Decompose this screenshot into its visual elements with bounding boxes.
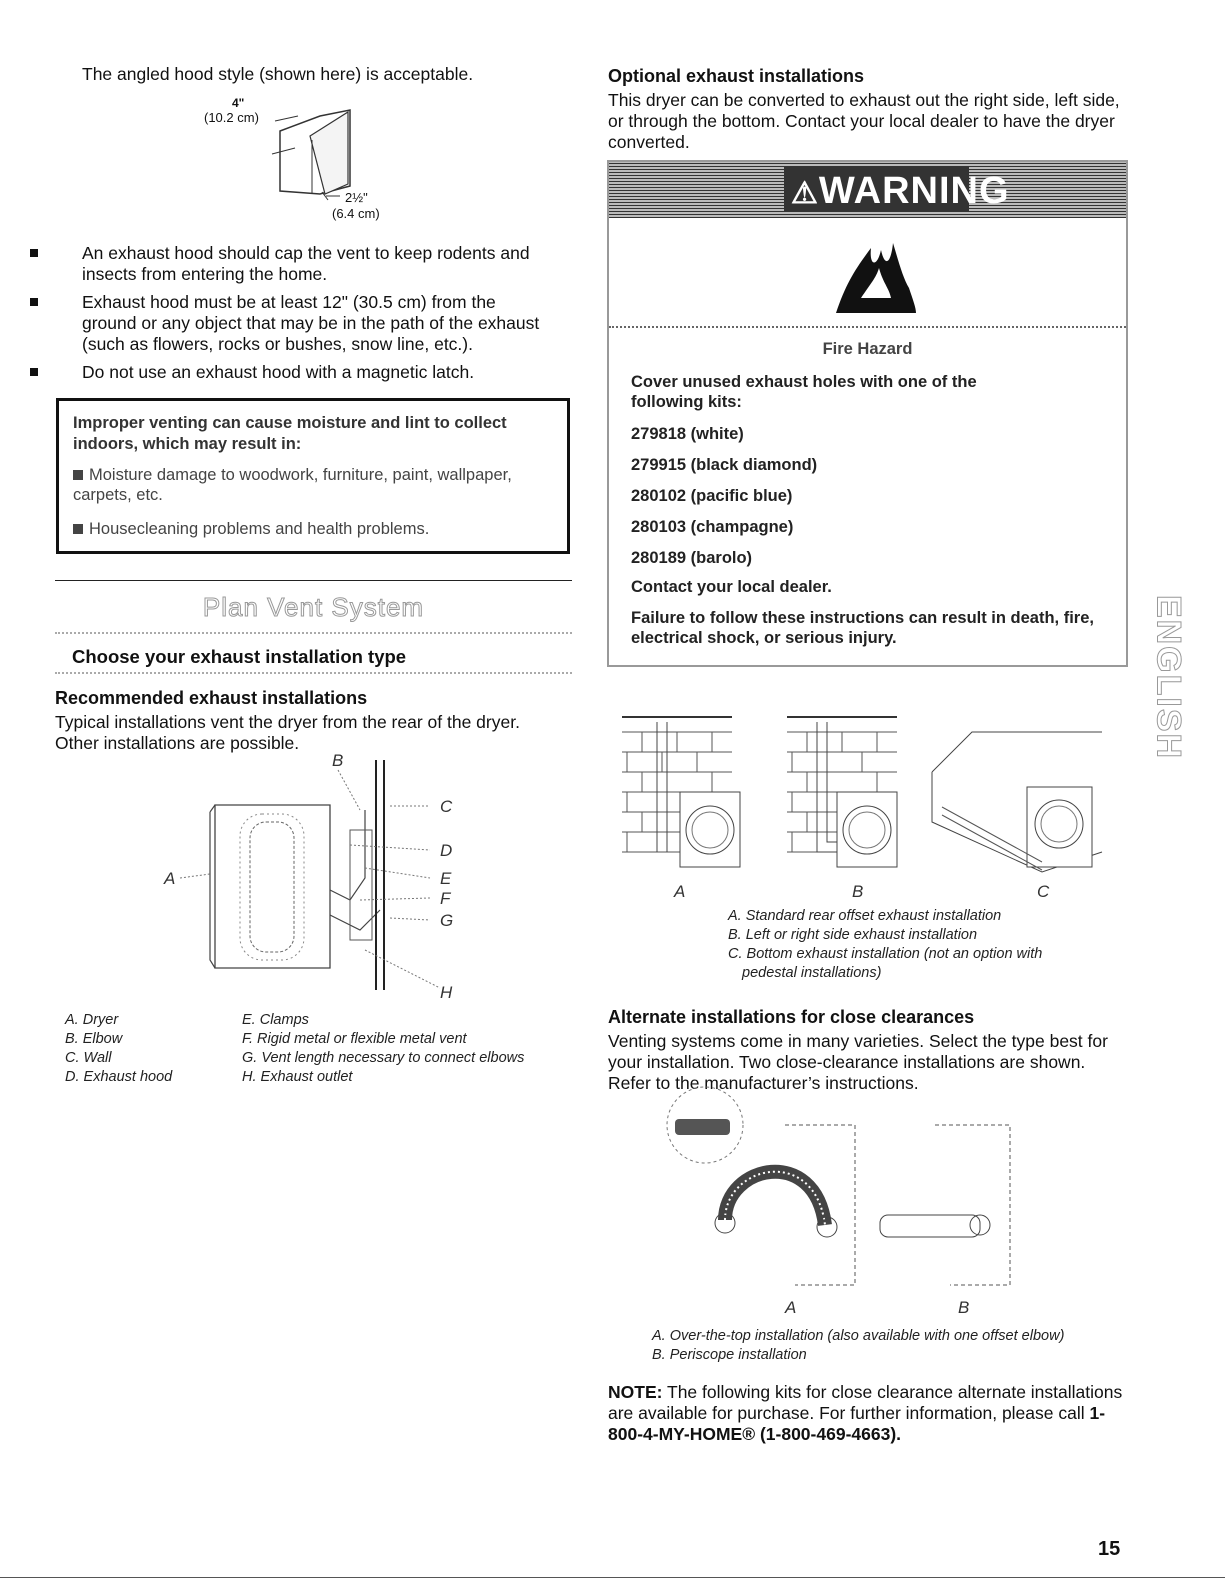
optional-text: This dryer can be converted to exhaust out the right side, left side, or through the bottom. Contact your local dealer to have the dryer converted. <box>608 90 1120 152</box>
install-a-figure <box>622 717 740 867</box>
warning-title: ⚠WARNING <box>791 170 1010 212</box>
fire-icon <box>831 228 921 318</box>
warning-line: Failure to follow these instructions can result in death, fire, electrical shock, or serious injury. <box>631 609 1094 647</box>
warning-line: 279818 (white) <box>631 425 744 443</box>
optional-heading: Optional exhaust installations <box>608 66 865 86</box>
warning-box <box>607 160 1128 667</box>
diagram-label-h: H <box>440 983 453 1002</box>
bullet-icon <box>73 470 83 480</box>
warning-line: 280189 (barolo) <box>631 549 753 567</box>
bullet-item: An exhaust hood should cap the vent to keep rodents and insects from entering the home. <box>30 243 550 285</box>
exhaust-hood-illustration <box>180 96 440 226</box>
caution-heading: Improper venting can cause moisture and lint to collect indoors, which may result in: <box>73 414 507 453</box>
bullet-icon <box>73 524 83 534</box>
close-clearance-diagram <box>665 1095 1025 1317</box>
install-label-a: A <box>674 882 686 901</box>
caution-item: Housecleaning problems and health problems. <box>73 519 563 539</box>
diagram-label-a: A <box>164 869 176 888</box>
section-title-rule <box>55 632 572 634</box>
periscope-figure <box>880 1125 1010 1285</box>
subsection-rule <box>55 672 572 674</box>
recommended-text: Typical installations vent the dryer from the rear of the dryer. Other installations are possible. <box>55 712 520 753</box>
diagram-label-g: G <box>440 911 454 930</box>
hood-dim-top-cm: (10.2 cm) <box>204 110 259 125</box>
note-paragraph: NOTE: The following kits for close clearance alternate installations are available for purchase. For further information, please call 1-800-4-MY-HOME® (1-800-469-4663). <box>608 1382 1123 1444</box>
recommended-installation-diagram <box>150 750 470 1005</box>
section-title: Plan Vent System <box>202 592 425 622</box>
warning-banner <box>609 162 1126 218</box>
hood-dim-top-in: 4" <box>232 96 245 110</box>
alternate-text: Venting systems come in many varieties. Select the type best for your installation. Two close-clearance installations are shown. Refer to the manufacturer’s instructions. <box>608 1031 1108 1093</box>
warning-line: Contact your local dealer. <box>631 578 832 596</box>
section-rule <box>55 580 572 581</box>
legend-col-2: E. Clamps F. Rigid metal or flexible metal vent G. Vent length necessary to connect elbows H. Exhaust outlet <box>242 1012 525 1085</box>
diagram-label-c: C <box>440 797 453 816</box>
diagram-label-e: E <box>440 869 452 888</box>
warning-line: 280102 (pacific blue) <box>631 487 793 505</box>
close-label-b: B <box>958 1298 970 1317</box>
bullet-item: Exhaust hood must be at least 12" (30.5 cm) from the ground or any object that may be in the path of the exhaust (such as flowers, rocks or bushes, snow line, etc.). <box>30 292 550 355</box>
install-label-b: B <box>852 882 864 901</box>
over-the-top-figure <box>667 1087 855 1285</box>
hood-dim-side-in: 2½" <box>345 190 368 205</box>
recommended-heading: Recommended exhaust installations <box>55 688 368 708</box>
warning-line: 279915 (black diamond) <box>631 456 818 474</box>
subsection-title: Choose your exhaust installation type <box>72 646 407 667</box>
hood-dim-side-cm: (6.4 cm) <box>332 206 380 221</box>
alternate-heading: Alternate installations for close clearances <box>608 1007 975 1027</box>
bottom-rule <box>0 1577 1225 1578</box>
language-side-tab: ENGLISH <box>1149 594 1188 761</box>
warning-line: Cover unused exhaust holes with one of the following kits: <box>631 373 977 411</box>
bullet-item: Do not use an exhaust hood with a magnetic latch. <box>30 362 550 383</box>
legend-col-1: A. Dryer B. Elbow C. Wall D. Exhaust hood <box>65 1012 173 1085</box>
hood-intro: The angled hood style (shown here) is acceptable. <box>82 64 474 84</box>
install-c-figure <box>932 732 1102 872</box>
install-label-c: C <box>1037 882 1050 901</box>
install-captions: A. Standard rear offset exhaust installation B. Left or right side exhaust installation C. Bottom exhaust installation (not an option with pedestal installations) <box>728 908 1043 981</box>
page-number: 15 <box>1098 1538 1121 1560</box>
close-label-a: A <box>785 1298 797 1317</box>
caution-box <box>56 398 570 554</box>
installation-options-diagram <box>622 712 1122 902</box>
diagram-label-b: B <box>332 751 344 770</box>
diagram-label-f: F <box>440 889 451 908</box>
warning-triangle-icon: ⚠ <box>791 177 819 210</box>
install-b-figure <box>787 717 897 867</box>
caution-item: Moisture damage to woodwork, furniture, paint, wallpaper, carpets, etc. <box>73 466 512 504</box>
close-captions: A. Over-the-top installation (also available with one offset elbow) B. Periscope installation <box>652 1328 1065 1363</box>
diagram-label-d: D <box>440 841 453 860</box>
warning-line: 280103 (champagne) <box>631 518 794 536</box>
hazard-title: Fire Hazard <box>822 340 913 358</box>
